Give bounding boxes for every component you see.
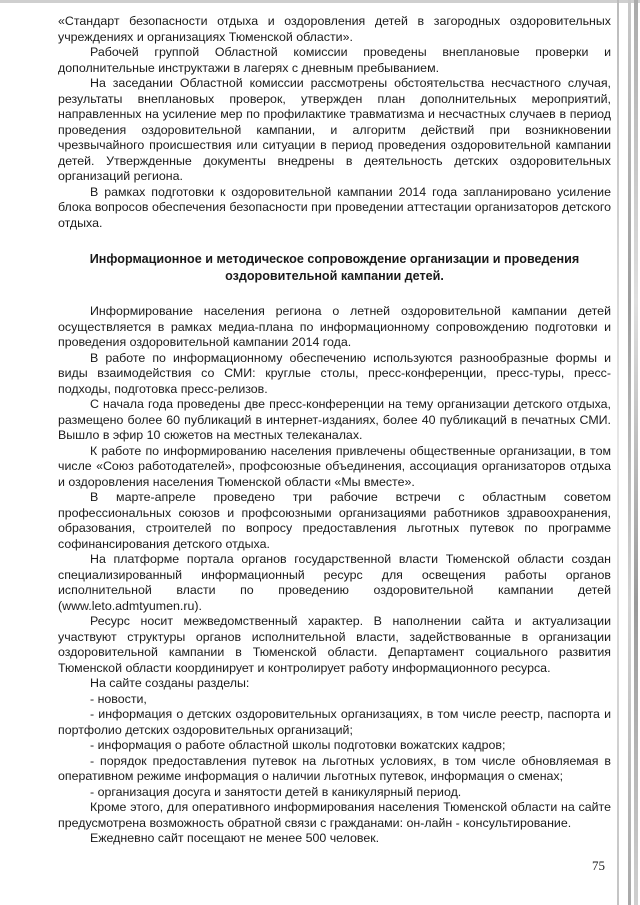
list-item: - порядок предоставления путевок на льготных условиях, в том числе обновляемая в оперативном режиме информация о наличии льготных путевок, информация о сменах; bbox=[58, 753, 611, 783]
list-item: - информация о работе областной школы подготовки вожатских кадров; bbox=[90, 738, 506, 752]
paragraph: В работе по информационному обеспечению используются разнообразные формы и виды взаимодействия со СМИ: круглые столы, пресс-конференции, пресс-туры, пресс-подходы, подготовка пресс-релизов. bbox=[58, 350, 611, 396]
paragraph: С начала года проведены две пресс-конференции на тему организации детского отдыха, размещено более 60 публикаций в интернет-изданиях, более 40 публикаций в печатных СМИ. Вышло в эфир 10 сюжетов на местных телеканалах. bbox=[58, 397, 611, 442]
paragraph: На сайте созданы разделы: bbox=[90, 676, 250, 690]
section-heading-line: оздоровительной кампании детей. bbox=[225, 268, 444, 283]
paragraph: К работе по информированию населения привлечены общественные организации, в том числе «Союз работодателей», профсоюзные объединения, ассоциация организаторов отдыха и оздоровления населения Тюменской области «Мы вместе». bbox=[58, 443, 611, 489]
scan-edge-artifact bbox=[617, 0, 619, 905]
paragraph: Кроме этого, для оперативного информирования населения Тюменской области на сайте предусмотрена возможность обратной связи с гражданами: он-лайн - консультирование. bbox=[58, 800, 611, 830]
page-number: 75 bbox=[592, 858, 605, 873]
paragraph: В рамках подготовки к оздоровительной кампании 2014 года запланировано усиление блока вопросов обеспечения безопасности при проведении аттестации организаторов детского отдыха. bbox=[58, 184, 611, 230]
paragraph: Ресурс носит межведомственный характер. В наполнении сайта и актуализации участвуют структуры органов исполнительной власти, задействованные в организации оздоровительной кампании в Тюменской области. Департамент социального развития Тюменской области координирует и контролирует работу информационного ресурса. bbox=[58, 614, 611, 675]
paragraph: В марте-апреле проведено три рабочие встречи с областным советом профессиональных союзов и профсоюзными организациями работников здравоохранения, образования, строителей по вопросу предоставления льготных путевок по программе софинансирования детского отдыха. bbox=[58, 490, 611, 551]
section-heading-line: Информационное и методическое сопровождение организации и проведения bbox=[89, 252, 580, 266]
scan-edge-artifact bbox=[628, 0, 631, 905]
document-body bbox=[58, 14, 611, 847]
list-item: - новости, bbox=[90, 691, 147, 706]
section-heading bbox=[58, 251, 611, 284]
paragraph: На заседании Областной комиссии рассмотрены обстоятельства несчастного случая, результаты внеплановых проверок, утвержден план дополнительных мероприятий, направленных на усиление мер по профилактике травматизма и несчастных случаев в период проведения оздоровительной кампании, и алгоритм действий при возникновении чрезвычайного происшествия или ситуации в период проведения оздоровительной кампании детей. Утвержденные документы внедрены в деятельность детских оздоровительных организаций региона. bbox=[58, 76, 611, 183]
paragraph: Информирование населения региона о летней оздоровительной кампании детей осуществляется в рамках медиа-плана по информационному сопровождению подготовки и проведения оздоровительной кампании 2014 года. bbox=[58, 304, 611, 349]
list-item: - информация о детских оздоровительных организациях, в том числе реестр, паспорта и портфолио детских оздоровительных организаций; bbox=[58, 707, 611, 737]
paragraph: Рабочей группой Областной комиссии проведены внеплановые проверки и дополнительные инструктажи в лагерях с дневным пребыванием. bbox=[58, 45, 611, 75]
paragraph: Ежедневно сайт посещают не менее 500 человек. bbox=[90, 831, 380, 845]
paragraph: «Стандарт безопасности отдыха и оздоровления детей в загородных оздоровительных учреждениях и организациях Тюменской области». bbox=[58, 14, 611, 44]
scan-edge-artifact bbox=[634, 0, 638, 905]
paragraph: На платформе портала органов государственной власти Тюменской области создан специализированный информационный ресурс для освещения работы органов исполнительной власти по проведению оздоровительной кампании детей (www.leto.admtyumen.ru). bbox=[58, 552, 611, 613]
list-item: - организация досуга и занятости детей в каникулярный период. bbox=[90, 784, 462, 799]
scan-edge-top bbox=[0, 0, 640, 3]
